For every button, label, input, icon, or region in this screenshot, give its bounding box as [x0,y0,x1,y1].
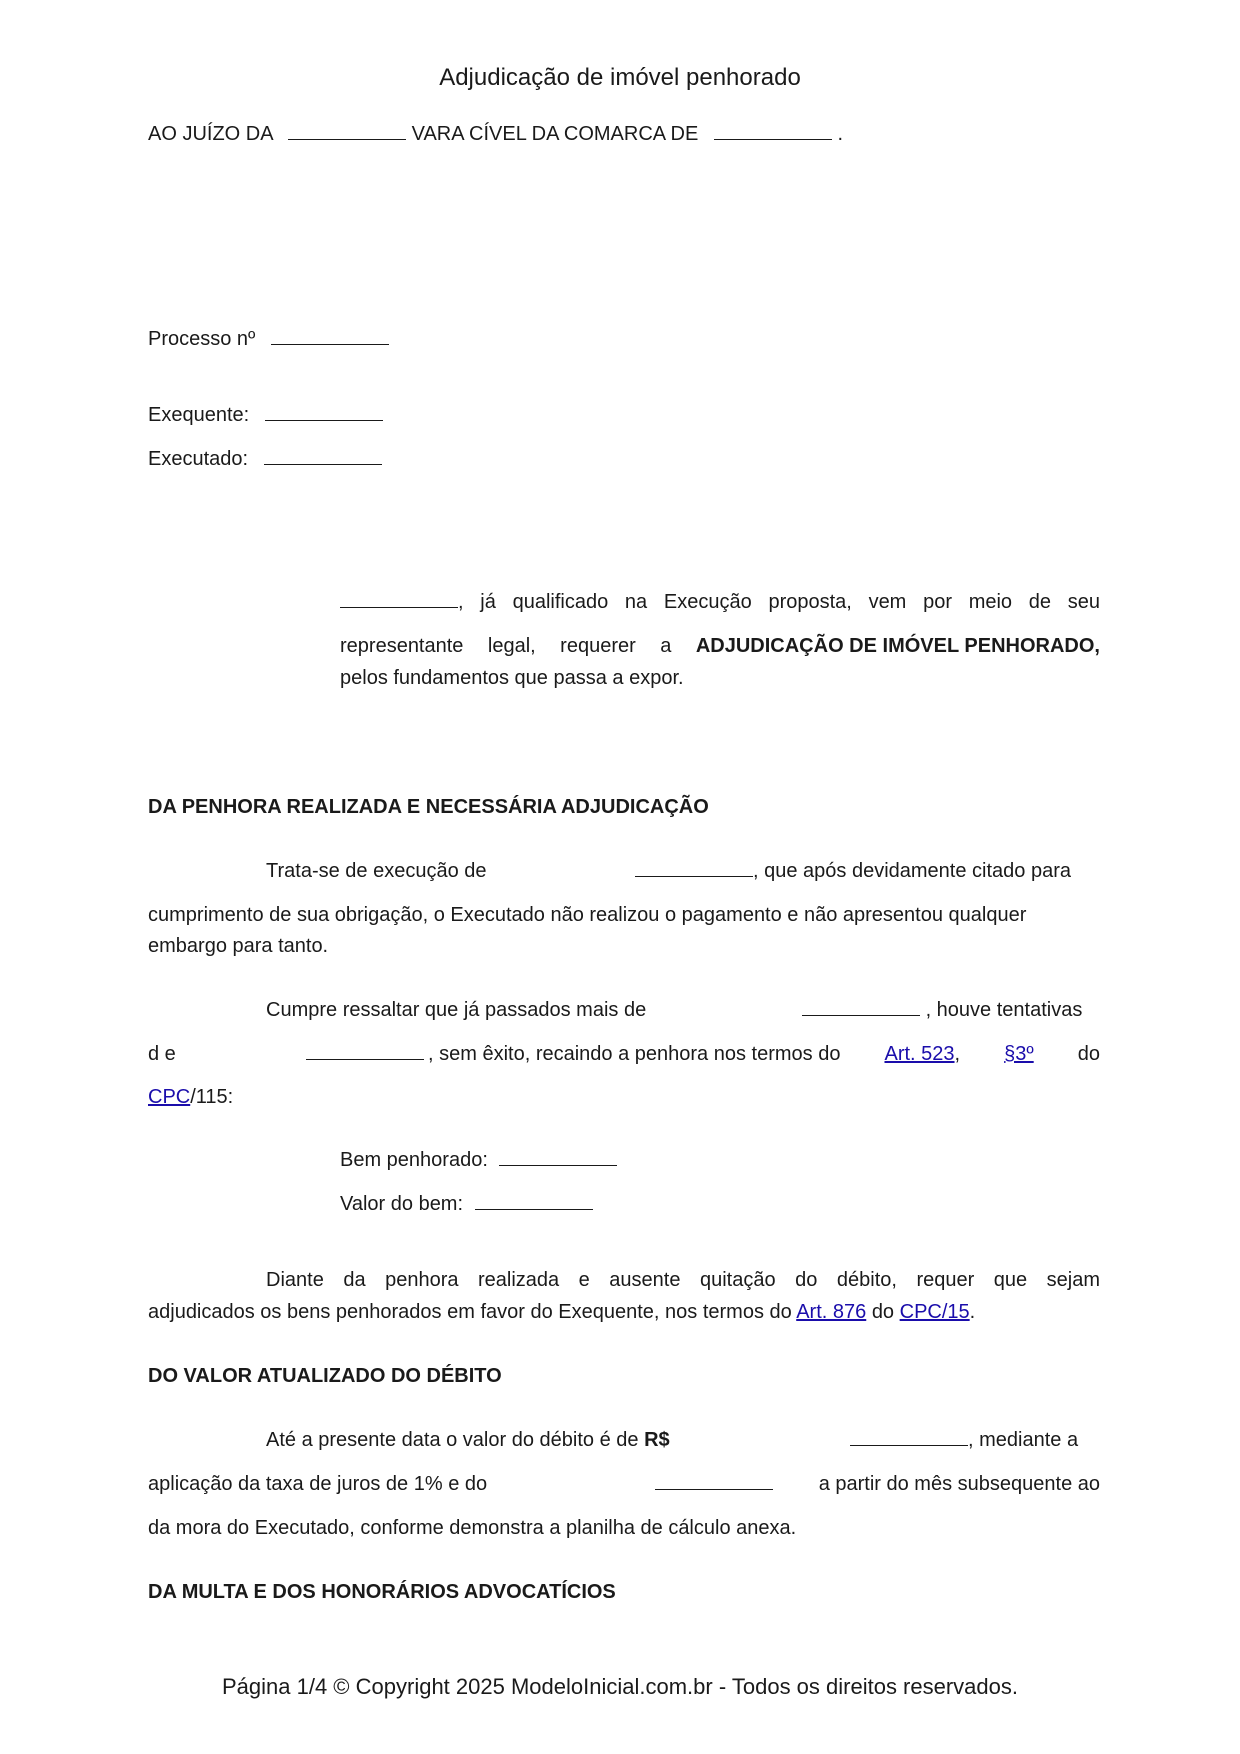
intro-word: seu [1067,591,1100,613]
field-executado [148,447,382,471]
address-blank-1 [288,123,406,140]
section-heading-multa: DA MULTA E DOS HONORÁRIOS ADVOCATÍCIOS [148,1581,616,1603]
address-blank-2 [714,123,832,140]
intro-word: já [480,591,496,613]
s2-l1-end: , mediante a [968,1429,1079,1451]
s1-p2-l2-blank [306,1043,424,1060]
s1-comma: , [954,1043,961,1065]
address-prefix: AO JUÍZO DA [148,123,273,145]
field-blank [264,448,382,465]
link-cpc[interactable]: CPC [148,1086,191,1108]
s1-p2-blank [802,999,920,1016]
intro-line-2 [340,634,1100,658]
s2-l1-text: Até a presente data o valor do débito é de [266,1429,639,1451]
s1-p1-end: , que após devidamente citado para [753,860,1071,882]
intro-word: qualificado [512,591,609,613]
s2-l1-start [266,1428,670,1452]
link-art-876[interactable]: Art. 876 [796,1301,867,1323]
field-blank [271,328,389,345]
intro-blank [340,591,458,608]
s1-p2-suffix: /115: [190,1086,234,1108]
intro-word: vem [868,591,907,613]
field-processo [148,327,389,351]
s1-p1-line-3: embargo para tanto. [148,935,329,957]
item-label: Valor do bem: [340,1193,464,1215]
s1-p3-text: adjudicados os bens penhorados em favor do Exequente, nos termos do [148,1301,792,1323]
court-address [148,122,843,146]
item-blank [499,1149,617,1166]
intro-line-3: pelos fundamentos que passa a expor. [340,667,684,689]
intro-word: Execução [663,591,752,613]
intro-word: meio [968,591,1013,613]
s1-p2-start: Cumpre ressaltar que já passados mais de [266,999,647,1021]
field-blank [265,404,383,421]
s2-l1-blank [850,1429,968,1446]
document-title: Adjudicação de imóvel penhorado [439,64,801,91]
s2-l2-start: aplicação da taxa de juros de 1% e do [148,1473,488,1495]
field-exequente [148,403,383,427]
item-label: Bem penhorado: [340,1149,488,1171]
s1-p3-end: . [969,1301,976,1323]
s2-l3: da mora do Executado, conforme demonstra a planilha de cálculo anexa. [148,1517,797,1539]
s1-p1-end-group [635,859,1071,883]
s1-p2-l3 [148,1085,233,1109]
s2-l2-end: a partir do mês subsequente ao [818,1473,1100,1495]
page-footer: Página 1/4 © Copyright 2025 ModeloInicial.com.br - Todos os direitos reservados. [222,1674,1018,1699]
address-suffix: . [837,123,844,145]
item-bem-penhorado [340,1148,617,1172]
intro-line-1 [340,590,1100,614]
s1-p1-start: Trata-se de execução de [266,860,487,882]
intro-word: requerer [560,635,636,657]
s1-p1-line-2: cumprimento de sua obrigação, o Executado não realizou o pagamento e não apresentou qualquer [148,904,1027,926]
s1-p2-end-group [802,998,1082,1022]
s2-l1-end-group [850,1428,1078,1452]
s1-p3-line-2 [148,1300,975,1324]
field-label: Processo nº [148,328,256,350]
link-paragrafo-3[interactable]: §3º [1004,1043,1034,1065]
intro-word: proposta, [768,591,852,613]
intro-word: legal, [487,635,536,657]
intro-word: a [660,635,672,657]
s1-p3-do: do [871,1301,895,1323]
field-label: Exequente: [148,404,250,426]
s1-do: do [1077,1043,1100,1065]
intro-word: de [1028,591,1052,613]
s2-currency: R$ [644,1429,670,1451]
s1-p2-l2-text: , sem êxito, recaindo a penhora nos termos do [428,1043,841,1065]
s1-p2-l2-group [306,1042,424,1066]
s1-p2-l2-a: d e [148,1043,176,1065]
s2-l2-blank [655,1473,773,1490]
s1-p2-end: , houve tentativas [925,999,1083,1021]
field-label: Executado: [148,448,249,470]
intro-word: na [624,591,648,613]
link-art-523[interactable]: Art. 523 [884,1043,955,1065]
address-middle: VARA CÍVEL DA COMARCA DE [411,123,699,145]
intro-request-title: ADJUDICAÇÃO DE IMÓVEL PENHORADO, [695,635,1100,657]
s1-p3-line-1: Diante da penhora realizada e ausente quitação do débito, requer que sejam [266,1269,1100,1291]
s2-l2-group [655,1472,773,1496]
section-heading-valor: DO VALOR ATUALIZADO DO DÉBITO [148,1365,502,1387]
item-blank [475,1193,593,1210]
s1-p2-l2-rest [428,1042,1100,1066]
item-valor-bem [340,1192,593,1216]
intro-word: representante [340,635,464,657]
intro-word: , [458,591,464,613]
section-heading-penhora: DA PENHORA REALIZADA E NECESSÁRIA ADJUDICAÇÃO [148,796,709,818]
s1-p1-blank [635,860,753,877]
intro-word: por [923,591,952,613]
link-cpc-15[interactable]: CPC/15 [899,1301,970,1323]
